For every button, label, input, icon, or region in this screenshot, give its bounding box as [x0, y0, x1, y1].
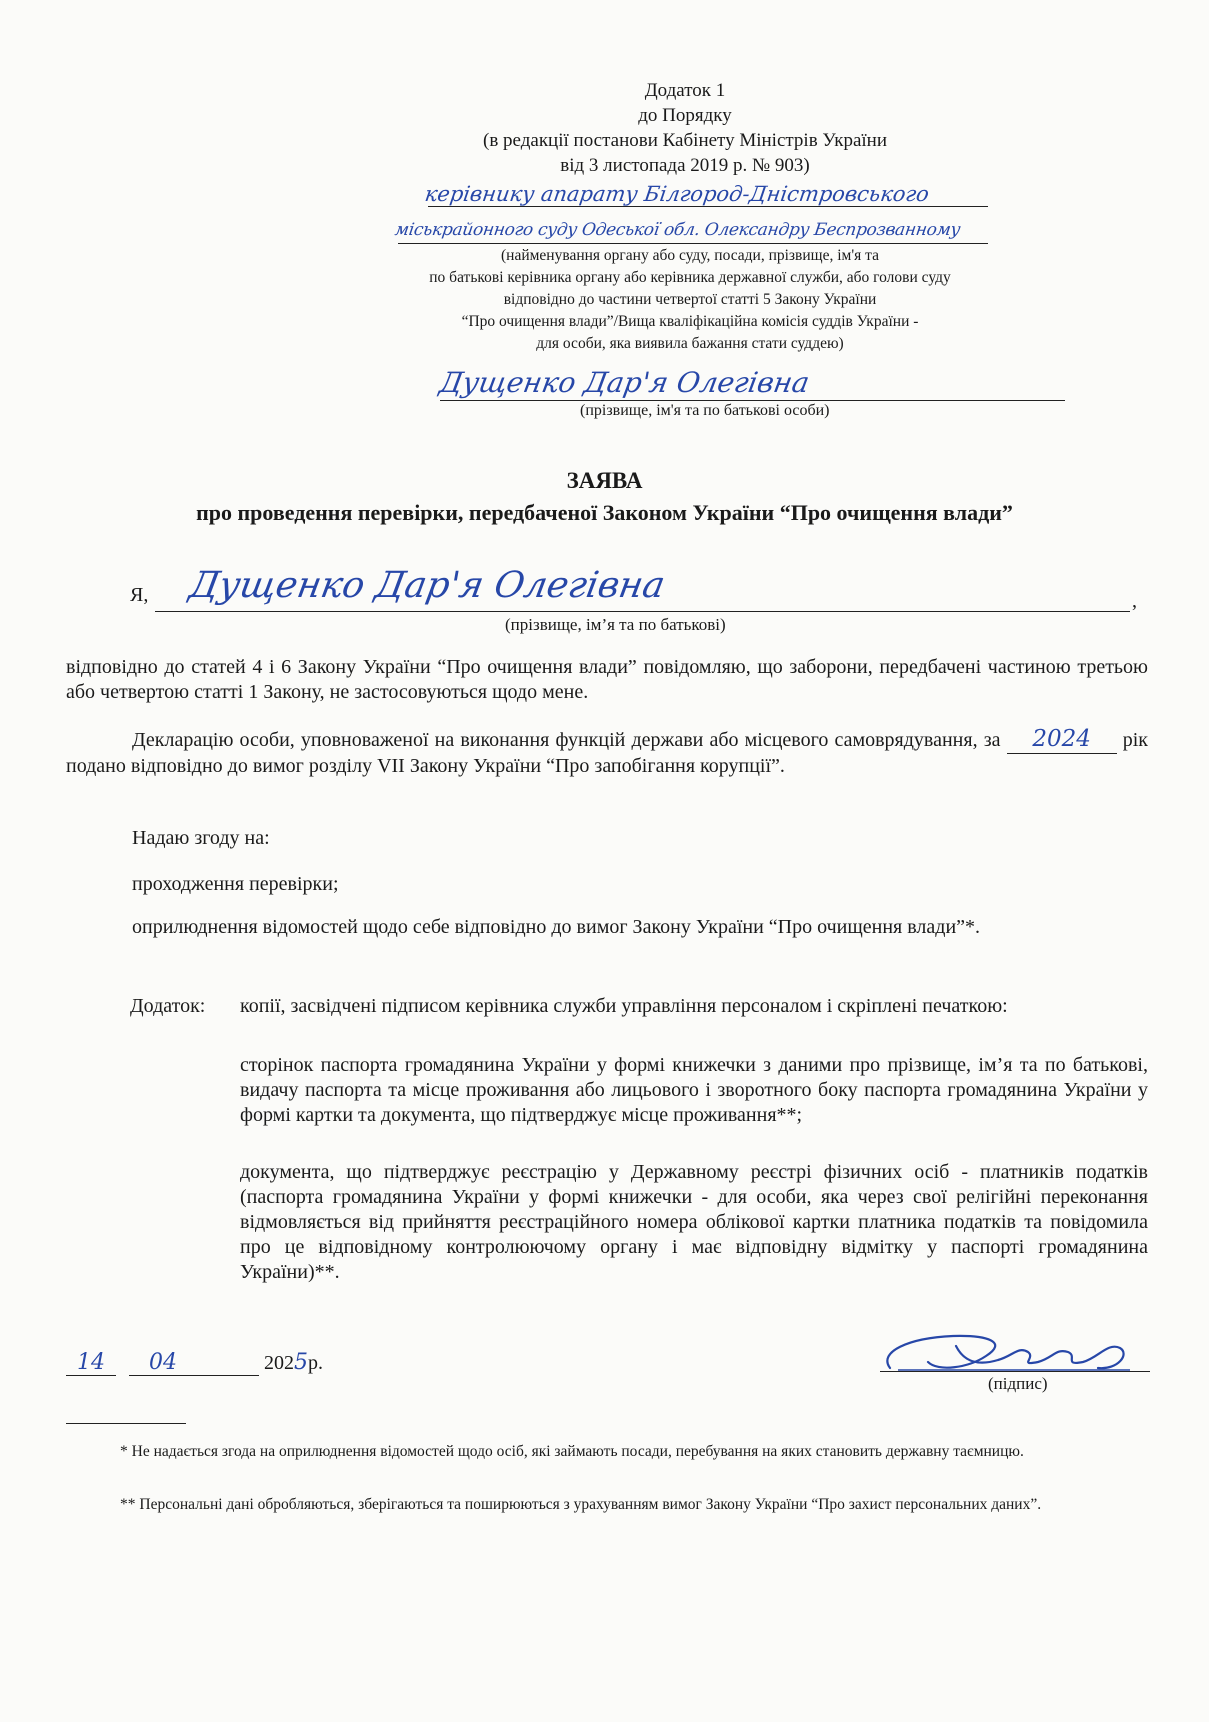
- sender-hint: (прізвище, ім'я та по батькові особи): [580, 402, 830, 419]
- consent-item: оприлюднення відомостей щодо себе відповідно до вимог Закону України “Про очищення влади”*.: [132, 916, 981, 938]
- sender-underline: [440, 400, 1065, 401]
- footnote-divider: [66, 1423, 186, 1424]
- applicant-comma: ,: [1132, 590, 1137, 612]
- declaration-text: Декларацію особи, уповноваженої на виконання функцій держави або місцевого самоврядування, за: [132, 729, 1001, 751]
- header-line: Додаток 1: [644, 80, 726, 101]
- appendix-title: [380, 78, 990, 178]
- consent-heading: Надаю згоду на:: [132, 827, 270, 849]
- signature-hint: (підпис): [988, 1374, 1048, 1393]
- handwritten-month: 04: [149, 1350, 177, 1375]
- hint-line: “Про очищення влади”/Вища кваліфікаційна комісія суддів України -: [461, 313, 919, 330]
- hint-line: відповідно до частини четвертої статті 5 Закону України: [503, 291, 877, 308]
- year-field: [1007, 727, 1117, 754]
- hint-line: для особи, яка виявила бажання стати суддею): [536, 335, 844, 352]
- month-field: [129, 1350, 259, 1376]
- year-suffix: р.: [308, 1352, 323, 1374]
- addressee-underline: [398, 243, 988, 244]
- year-prefix: 202: [264, 1352, 294, 1374]
- handwritten-addressee-line1: керівнику апарату Білгород-Дністровського: [423, 182, 931, 206]
- attachment-item: сторінок паспорта громадянина України у формі книжечки з даними про прізвище, ім’я та по батькові, видачу паспорта та місце проживання або лицьового і зворотного боку паспорта громадянина України у формі картки та документа, що підтверджує місце проживання**;: [240, 1054, 1148, 1126]
- handwritten-sender-name: Дущенко Дар'я Олегівна: [437, 366, 812, 399]
- attachments-label: Додаток:: [130, 995, 206, 1017]
- footnote: * Не надається згода на оприлюднення відомостей щодо осіб, які займають посади, перебування на яких становить державну таємницю.: [120, 1443, 1024, 1460]
- header-line: від 3 листопада 2019 р. № 903): [560, 155, 810, 176]
- attachment-item: копії, засвідчені підписом керівника служби управління персоналом і скріплені печаткою:: [240, 995, 1008, 1017]
- addressee-hint: [330, 245, 1050, 355]
- handwritten-year: 2024: [1032, 726, 1091, 752]
- header-line: (в редакції постанови Кабінету Міністрів України: [483, 130, 887, 151]
- applicant-underline: [155, 611, 1130, 612]
- handwritten-year-digit: 5: [294, 1350, 308, 1375]
- applicant-hint: (прізвище, ім’я та по батькові): [505, 615, 726, 634]
- handwritten-day: 14: [77, 1350, 105, 1375]
- statement-paragraph: відповідно до статей 4 і 6 Закону України “Про очищення влади” повідомляю, що заборони, передбачені частиною третьою або четвертою статті 1 Закону, не застосовуються щодо мене.: [66, 656, 1148, 703]
- date-field: [66, 1350, 323, 1376]
- handwritten-applicant-name: Дущенко Дар'я Олегівна: [186, 565, 668, 606]
- consent-item: проходження перевірки;: [132, 873, 339, 895]
- declaration-text: рік подано відповідно до вимог розділу VII Закону України “Про запобігання корупції”.: [66, 729, 1149, 777]
- signature-underline: [880, 1371, 1150, 1372]
- addressee-underline: [428, 206, 988, 207]
- header-line: до Порядку: [638, 105, 732, 126]
- hint-line: (найменування органу або суду, посади, прізвище, ім'я та: [500, 247, 879, 264]
- handwritten-addressee-line2: міськрайонного суду Одеської обл. Олександру Беспрозванному: [393, 220, 962, 240]
- footnote: ** Персональні дані обробляються, зберігаються та поширюються з урахуванням вимог Закону України “Про захист персональних даних”.: [120, 1496, 1042, 1513]
- document-subtitle: про проведення перевірки, передбаченої Законом України “Про очищення влади”: [196, 500, 1013, 525]
- document-title: ЗАЯВА: [566, 468, 643, 493]
- declaration-paragraph: [66, 727, 1148, 779]
- applicant-prefix: Я,: [130, 584, 149, 606]
- hint-line: по батькові керівника органу або керівника державної служби, або голови суду: [429, 269, 951, 286]
- attachment-item: документа, що підтверджує реєстрацію у Державному реєстрі фізичних осіб - платників податків (паспорта громадянина України у формі книжечки - для особи, яка через свої релігійні переконання відмовляється від прийняття реєстраційного номера облікової картки платника податків та повідомила про це відповідному контролюючому органу і має відповідну відмітку у паспорті громадянина України)**.: [240, 1161, 1148, 1283]
- day-field: [66, 1350, 116, 1376]
